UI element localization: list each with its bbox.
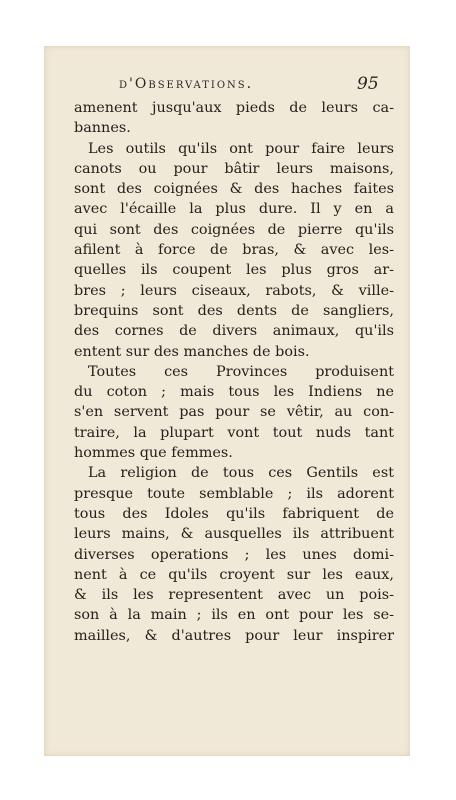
paragraph-first-line: Les outils qu'ils ont pour faire leurs xyxy=(88,140,394,157)
text-line: qui sont des coignées de pierre qu'ils xyxy=(74,221,394,238)
body-text xyxy=(74,98,394,646)
text-line: afilent à force de bras, & avec les- xyxy=(74,242,394,259)
paragraph-first-line: La religion de tous ces Gentils est xyxy=(88,465,394,482)
text-line: leurs mains, & ausquelles ils attribuent xyxy=(74,526,394,543)
text-line: presque toute semblable ; ils adorent xyxy=(74,485,394,502)
page-number: 95 xyxy=(357,74,379,94)
text-line: brequins sont des dents de sangliers, xyxy=(74,302,394,319)
text-line: quelles ils coupent les plus gros ar- xyxy=(74,262,394,279)
text-line: amenent jusqu'aux pieds de leurs ca- xyxy=(74,100,394,116)
text-line: entent sur des manches de bois. xyxy=(74,343,310,360)
text-line: traire, la plupart vont tout nuds tant xyxy=(74,424,394,441)
text-line: des cornes de divers animaux, qu'ils xyxy=(74,323,394,340)
text-line: bres ; leurs ciseaux, rabots, & ville- xyxy=(74,282,394,299)
text-line: du coton ; mais tous les Indiens ne xyxy=(74,384,394,401)
text-line: hommes que femmes. xyxy=(74,445,233,462)
text-line: diverses operations ; les unes domi- xyxy=(74,546,394,563)
text-line: son à la main ; ils en ont pour les se- xyxy=(74,607,394,624)
text-line: sont des coignées & des haches faites xyxy=(74,181,394,198)
book-page xyxy=(44,46,410,756)
text-line: & ils les representent avec un pois- xyxy=(74,587,394,604)
running-title: d'Observations. xyxy=(119,76,254,92)
page-header xyxy=(119,74,409,98)
text-line: canots ou pour bâtir leurs maisons, xyxy=(74,160,394,177)
text-line: mailles, & d'autres pour leur inspirer xyxy=(74,627,394,644)
text-line: tous des Idoles qu'ils fabriquent de xyxy=(74,505,394,522)
text-line: bannes. xyxy=(74,120,131,137)
paragraph-first-line: Toutes ces Provinces produisent xyxy=(88,363,394,380)
text-line: avec l'écaille la plus dure. Il y en a xyxy=(74,201,394,218)
text-line: nent à ce qu'ils croyent sur les eaux, xyxy=(74,566,394,583)
text-line: s'en servent pas pour se vêtir, au con- xyxy=(74,404,394,421)
